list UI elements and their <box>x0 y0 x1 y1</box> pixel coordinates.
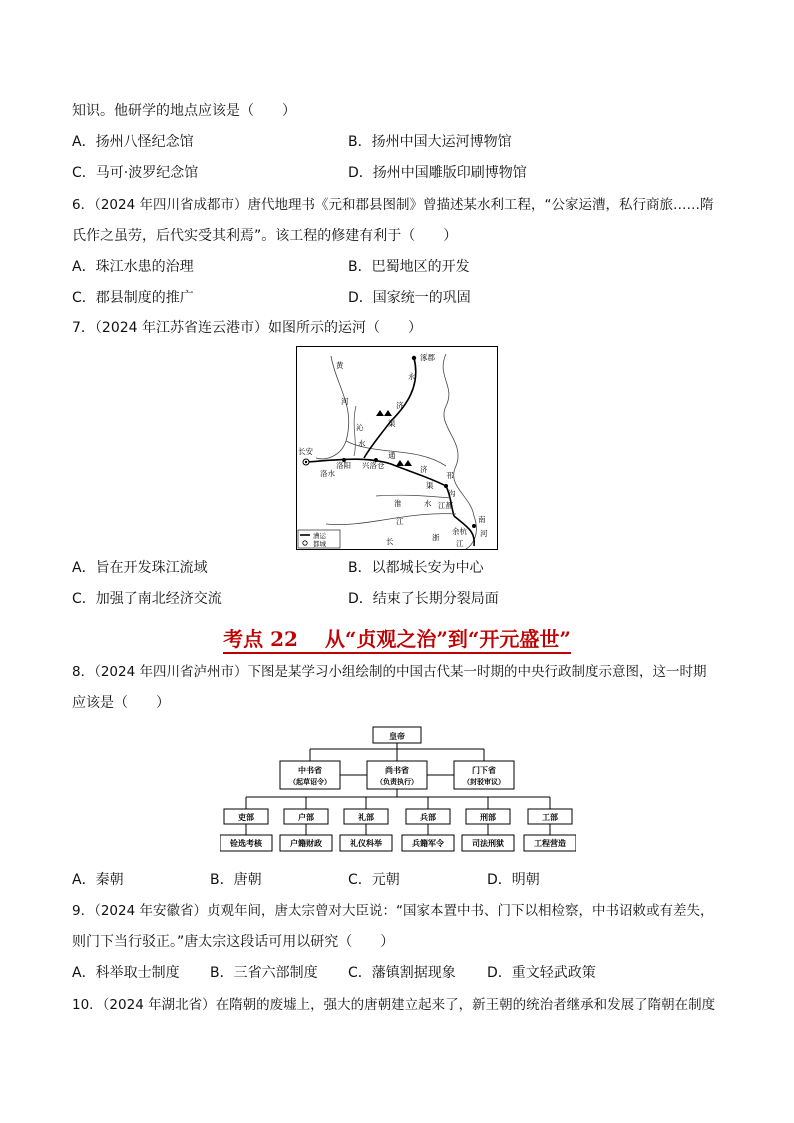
jiangdu-marker <box>444 484 448 488</box>
question-10-stem-line1: 10．（2024 年湖北省）在隋朝的废墟上，强大的唐朝建立起来了，新王朝的统治者继承和发展了隋朝在制度 <box>72 997 716 1013</box>
shangshu-name: 尚书省 <box>385 766 409 775</box>
bu-duty: 司法刑狱 <box>472 839 504 848</box>
question-9-stem-line2: 则门下当行驳正。”唐太宗这段话可用以研究（ ） <box>72 934 395 950</box>
q9-option-d: D．重文轻武政策 <box>487 965 596 981</box>
q7-option-d: D．结束了长期分裂局面 <box>348 591 499 607</box>
label-luoyang: 洛阳 <box>336 461 351 470</box>
label-he1: 河 <box>341 397 349 406</box>
q5-option-b: B．扬州中国大运河博物馆 <box>348 134 512 150</box>
label-changan: 长安 <box>298 447 313 456</box>
label-zhe: 浙 <box>432 533 440 542</box>
question-6-stem-line2: 氏作之虽劳，后代实受其利焉”。该工程的修建有利于（ ） <box>72 228 458 244</box>
q6-option-c: C．郡县制度的推广 <box>72 290 194 306</box>
menxia-name: 门下省 <box>472 766 496 775</box>
label-tong: 通 <box>388 451 396 460</box>
label-yuhang: 余杭 <box>452 527 467 536</box>
zhongshu-name: 中书省 <box>298 766 322 775</box>
question-6-stem-line1: 6．（2024 年四川省成都市）唐代地理书《元和郡县图制》曾描述某水利工程，“公家运漕，私行商旅……隋 <box>72 197 714 213</box>
question-8-stem-line1: 8．（2024 年四川省泸州市）下图是某学习小组绘制的中国古代某一时期的中央行政制度示意图，这一时期 <box>72 664 707 680</box>
label-jiang: 江 <box>396 517 404 526</box>
q5-option-d: D．扬州中国雕版印刷博物馆 <box>348 165 527 181</box>
zhongshu-role: （起草诏令） <box>289 778 331 786</box>
label-shan: 邗 <box>446 471 454 480</box>
bu-name: 户部 <box>298 813 314 822</box>
label-qu2: 渠 <box>426 481 434 490</box>
label-huang: 黄 <box>336 361 344 370</box>
emperor-label: 皇帝 <box>389 732 405 741</box>
label-he2: 河 <box>480 529 488 538</box>
q7-option-c: C．加强了南北经济交流 <box>72 591 222 607</box>
q8-option-c: C．元朝 <box>348 872 400 888</box>
label-qu1: 渠 <box>388 419 396 428</box>
bu-duty: 户籍财政 <box>290 839 322 848</box>
label-xingluocang: 兴洛仓 <box>362 461 385 470</box>
q8-option-b: B．唐朝 <box>210 872 262 888</box>
label-zhuojun: 涿郡 <box>420 353 435 362</box>
q9-option-a: A．科举取士制度 <box>72 965 180 981</box>
legend-capital: 都城 <box>313 540 326 548</box>
label-shui1: 水 <box>358 439 366 448</box>
label-shui2: 水 <box>424 499 432 508</box>
label-huai: 淮 <box>394 499 402 508</box>
q9-option-b: B．三省六部制度 <box>210 965 318 981</box>
zhuojun-marker <box>412 356 416 360</box>
yuhang-marker <box>472 524 476 528</box>
label-chang: 长 <box>386 537 394 546</box>
label-gou: 沟 <box>448 489 456 498</box>
grand-canal-map <box>296 346 498 550</box>
q9-option-c: C．藩镇割据现象 <box>348 965 456 981</box>
section-heading: 考点 22 从“贞观之治”到“开元盛世” <box>0 623 794 652</box>
q5-option-a: A．扬州八怪纪念馆 <box>72 134 194 150</box>
q6-option-b: B．巴蜀地区的开发 <box>348 259 470 275</box>
q7-option-a: A．旨在开发珠江流域 <box>72 560 208 576</box>
bu-name: 刑部 <box>480 813 496 822</box>
q5-option-c: C．马可·波罗纪念馆 <box>72 165 199 181</box>
label-jiang2: 江 <box>456 539 464 548</box>
label-ji1: 济 <box>396 401 404 410</box>
label-yong: 永 <box>408 372 416 381</box>
question-9-stem-line1: 9．（2024 年安徽省）贞观年间，唐太宗曾对大臣说：“国家本置中书、门下以相检察，中书诏敕或有差失， <box>72 903 714 919</box>
shangshu-role: （负责执行） <box>376 778 418 786</box>
question-7-stem: 7．（2024 年江苏省连云港市）如图所示的运河（ ） <box>72 320 422 336</box>
legend-canal: 漕运 <box>313 532 326 540</box>
q6-option-d: D．国家统一的巩固 <box>348 290 471 306</box>
bu-name: 吏部 <box>238 813 254 822</box>
label-jiangdu: 江都 <box>438 501 453 510</box>
q8-option-d: D．明朝 <box>487 872 540 888</box>
bu-name: 工部 <box>542 813 558 822</box>
label-nan: 南 <box>478 515 486 524</box>
menxia-role: （封驳审议） <box>463 778 505 786</box>
bu-name: 礼部 <box>358 813 374 822</box>
q6-option-a: A．珠江水患的治理 <box>72 259 194 275</box>
question-8-stem-line2: 应该是（ ） <box>72 695 170 711</box>
bu-name: 兵部 <box>420 813 436 822</box>
label-luoshui: 洛水 <box>320 469 335 478</box>
bu-duty: 工程营造 <box>534 839 566 848</box>
label-ji2: 济 <box>420 465 428 474</box>
bu-duty: 兵籍军令 <box>412 839 444 848</box>
bu-duty: 铨选考核 <box>230 839 262 848</box>
q8-option-a: A．秦朝 <box>72 872 124 888</box>
label-qin: 沁 <box>356 423 364 432</box>
three-departments-six-ministries-chart <box>220 725 576 855</box>
bu-duty: 礼仪科举 <box>350 839 382 848</box>
q7-option-b: B．以都城长安为中心 <box>348 560 484 576</box>
question-5-stem-tail: 知识。他研学的地点应该是（ ） <box>72 103 296 119</box>
